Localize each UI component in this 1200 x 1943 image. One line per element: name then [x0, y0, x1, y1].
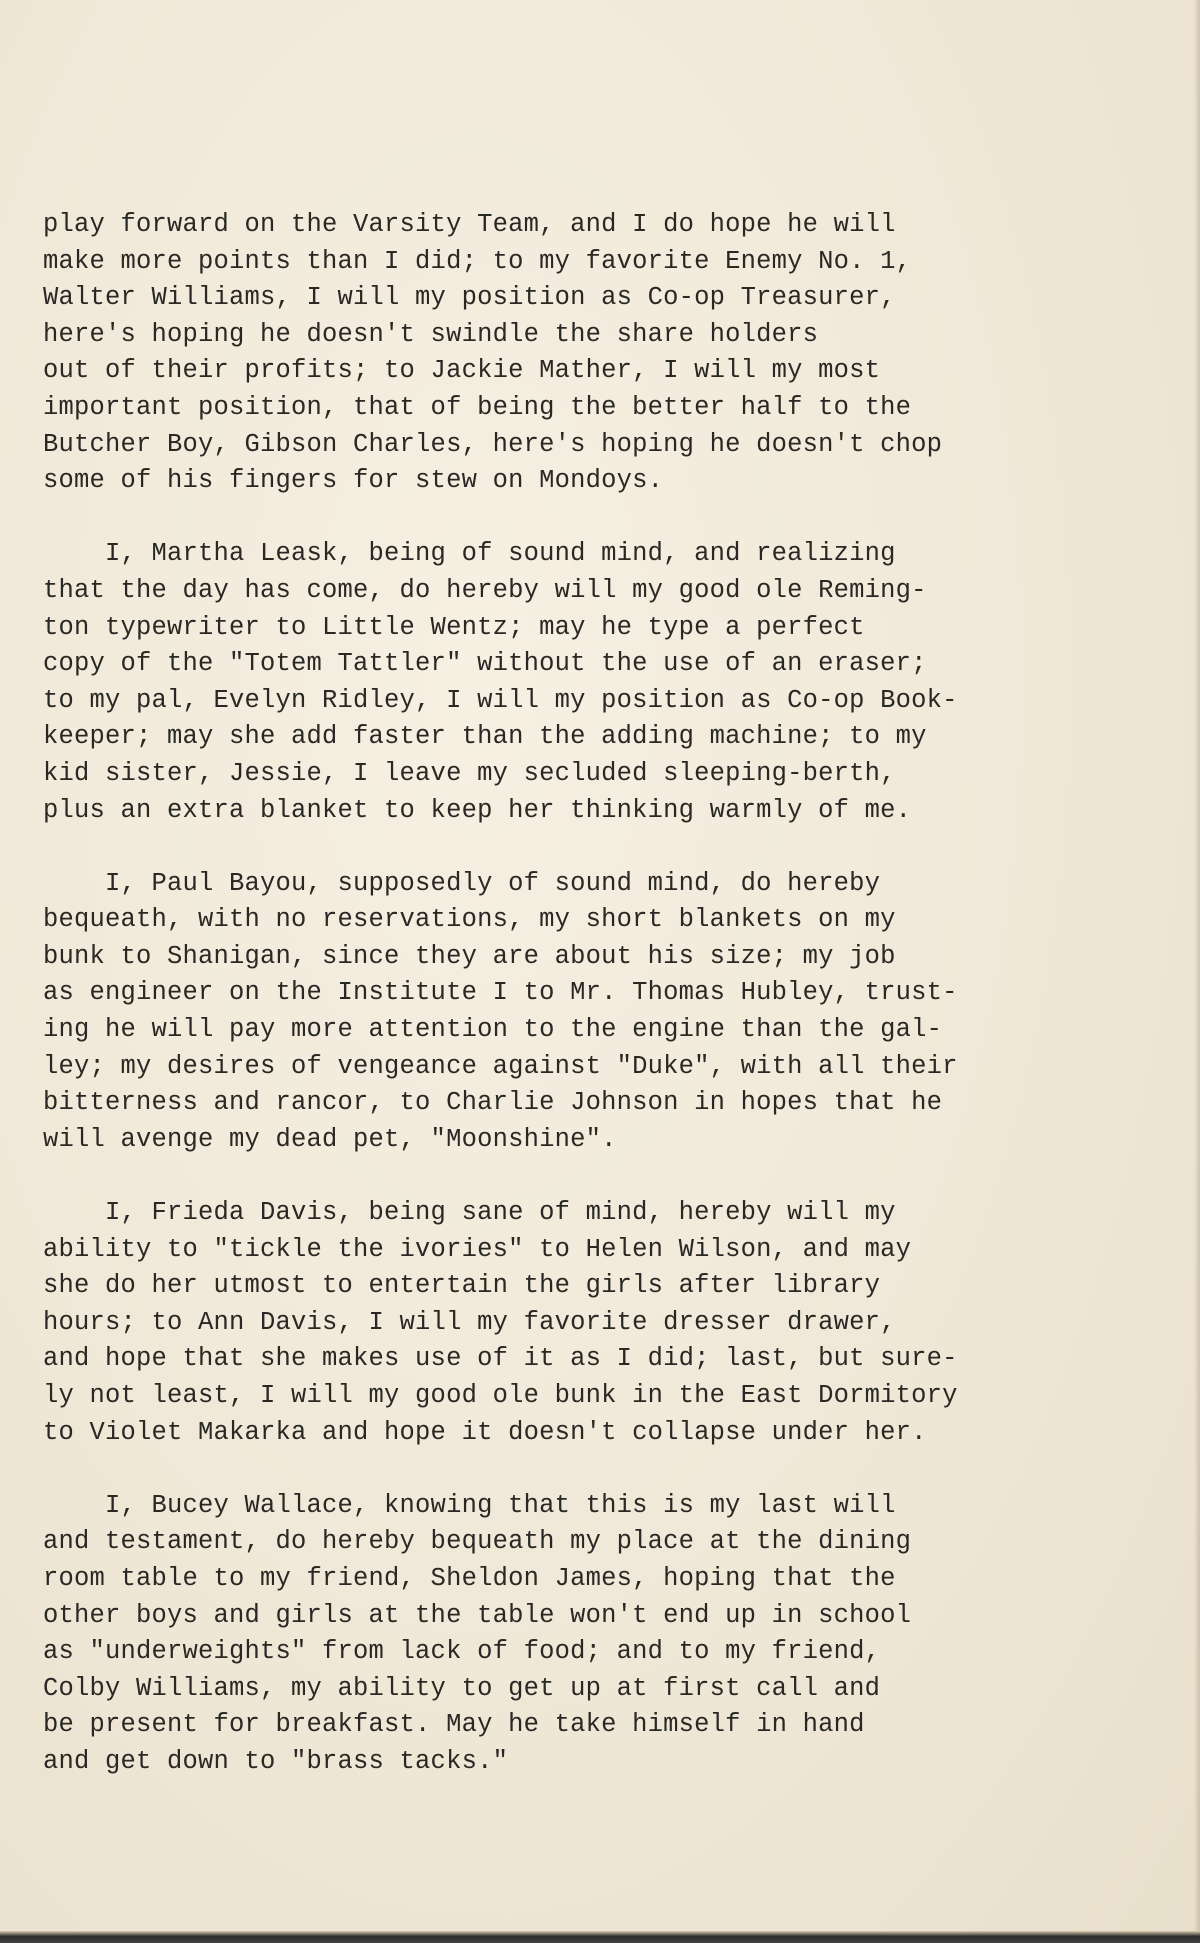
text-line: room table to my friend, Sheldon James, hoping that the: [43, 1563, 896, 1593]
text-line: copy of the "Totem Tattler" without the use of an eraser;: [43, 649, 927, 679]
text-line: plus an extra blanket to keep her thinking warmly of me.: [43, 795, 912, 825]
text-line: and testament, do hereby bequeath my place at the dining: [43, 1527, 912, 1557]
text-line: she do her utmost to entertain the girls after library: [43, 1271, 881, 1301]
text-line: out of their profits; to Jackie Mather, I will my most: [43, 356, 881, 386]
text-line: ton typewriter to Little Wentz; may he type a perfect: [43, 612, 865, 642]
text-line: and hope that she makes use of it as I did; last, but sure-: [43, 1344, 958, 1374]
text-line: play forward on the Varsity Team, and I do hope he will: [43, 210, 896, 239]
text-line: I, Bucey Wallace, knowing that this is my last will: [43, 1490, 896, 1520]
page-edge-shadow: [1194, 0, 1200, 1943]
text-line: ly not least, I will my good ole bunk in the East Dormitory: [43, 1381, 958, 1410]
text-line: Walter Williams, I will my position as Co-op Treasurer,: [43, 283, 896, 313]
text-line: be present for breakfast. May he take himself in hand: [43, 1710, 865, 1740]
text-line: keeper; may she add faster than the adding machine; to my: [43, 722, 927, 752]
text-line: as "underweights" from lack of food; and to my friend,: [43, 1637, 881, 1667]
text-line: Colby Williams, my ability to get up at first call and: [43, 1673, 881, 1703]
page-bottom-edge: [0, 1931, 1200, 1943]
text-line: ability to "tickle the ivories" to Helen Wilson, and may: [43, 1234, 912, 1264]
text-line: Butcher Boy, Gibson Charles, here's hoping he doesn't chop: [43, 429, 943, 459]
text-line: bunk to Shanigan, since they are about his size; my job: [43, 941, 896, 971]
text-line: other boys and girls at the table won't end up in school: [43, 1600, 912, 1630]
paragraph-2: [43, 536, 1163, 829]
text-line: that the day has come, do hereby will my good ole Reming-: [43, 575, 927, 605]
paragraph-1: [43, 207, 1163, 500]
paragraph-4: [43, 1195, 1163, 1451]
text-line: make more points than I did; to my favorite Enemy No. 1,: [43, 246, 912, 276]
text-line: and get down to "brass tacks.": [43, 1746, 509, 1776]
text-line: some of his fingers for stew on Mondoys.: [43, 466, 664, 496]
text-line: to Violet Makarka and hope it doesn't collapse under her.: [43, 1417, 927, 1447]
text-line: I, Frieda Davis, being sane of mind, hereby will my: [43, 1198, 896, 1228]
text-line: here's hoping he doesn't swindle the share holders: [43, 319, 819, 349]
paragraph-3: [43, 866, 1163, 1159]
text-line: important position, that of being the better half to the: [43, 392, 912, 422]
text-line: kid sister, Jessie, I leave my secluded sleeping-berth,: [43, 758, 896, 788]
text-line: I, Martha Leask, being of sound mind, and realizing: [43, 539, 896, 569]
paragraph-5: [43, 1488, 1163, 1781]
text-line: bequeath, with no reservations, my short blankets on my: [43, 905, 896, 935]
text-line: to my pal, Evelyn Ridley, I will my position as Co-op Book-: [43, 685, 958, 715]
text-line: bitterness and rancor, to Charlie Johnson in hopes that he: [43, 1088, 943, 1118]
document-body: [43, 207, 1163, 1817]
text-line: hours; to Ann Davis, I will my favorite dresser drawer,: [43, 1307, 896, 1337]
text-line: ley; my desires of vengeance against "Duke", with all their: [43, 1051, 958, 1081]
text-line: I, Paul Bayou, supposedly of sound mind, do hereby: [43, 868, 881, 898]
text-line: ing he will pay more attention to the engine than the gal-: [43, 1015, 943, 1045]
text-line: as engineer on the Institute I to Mr. Thomas Hubley, trust-: [43, 978, 958, 1008]
text-line: will avenge my dead pet, "Moonshine".: [43, 1124, 617, 1154]
